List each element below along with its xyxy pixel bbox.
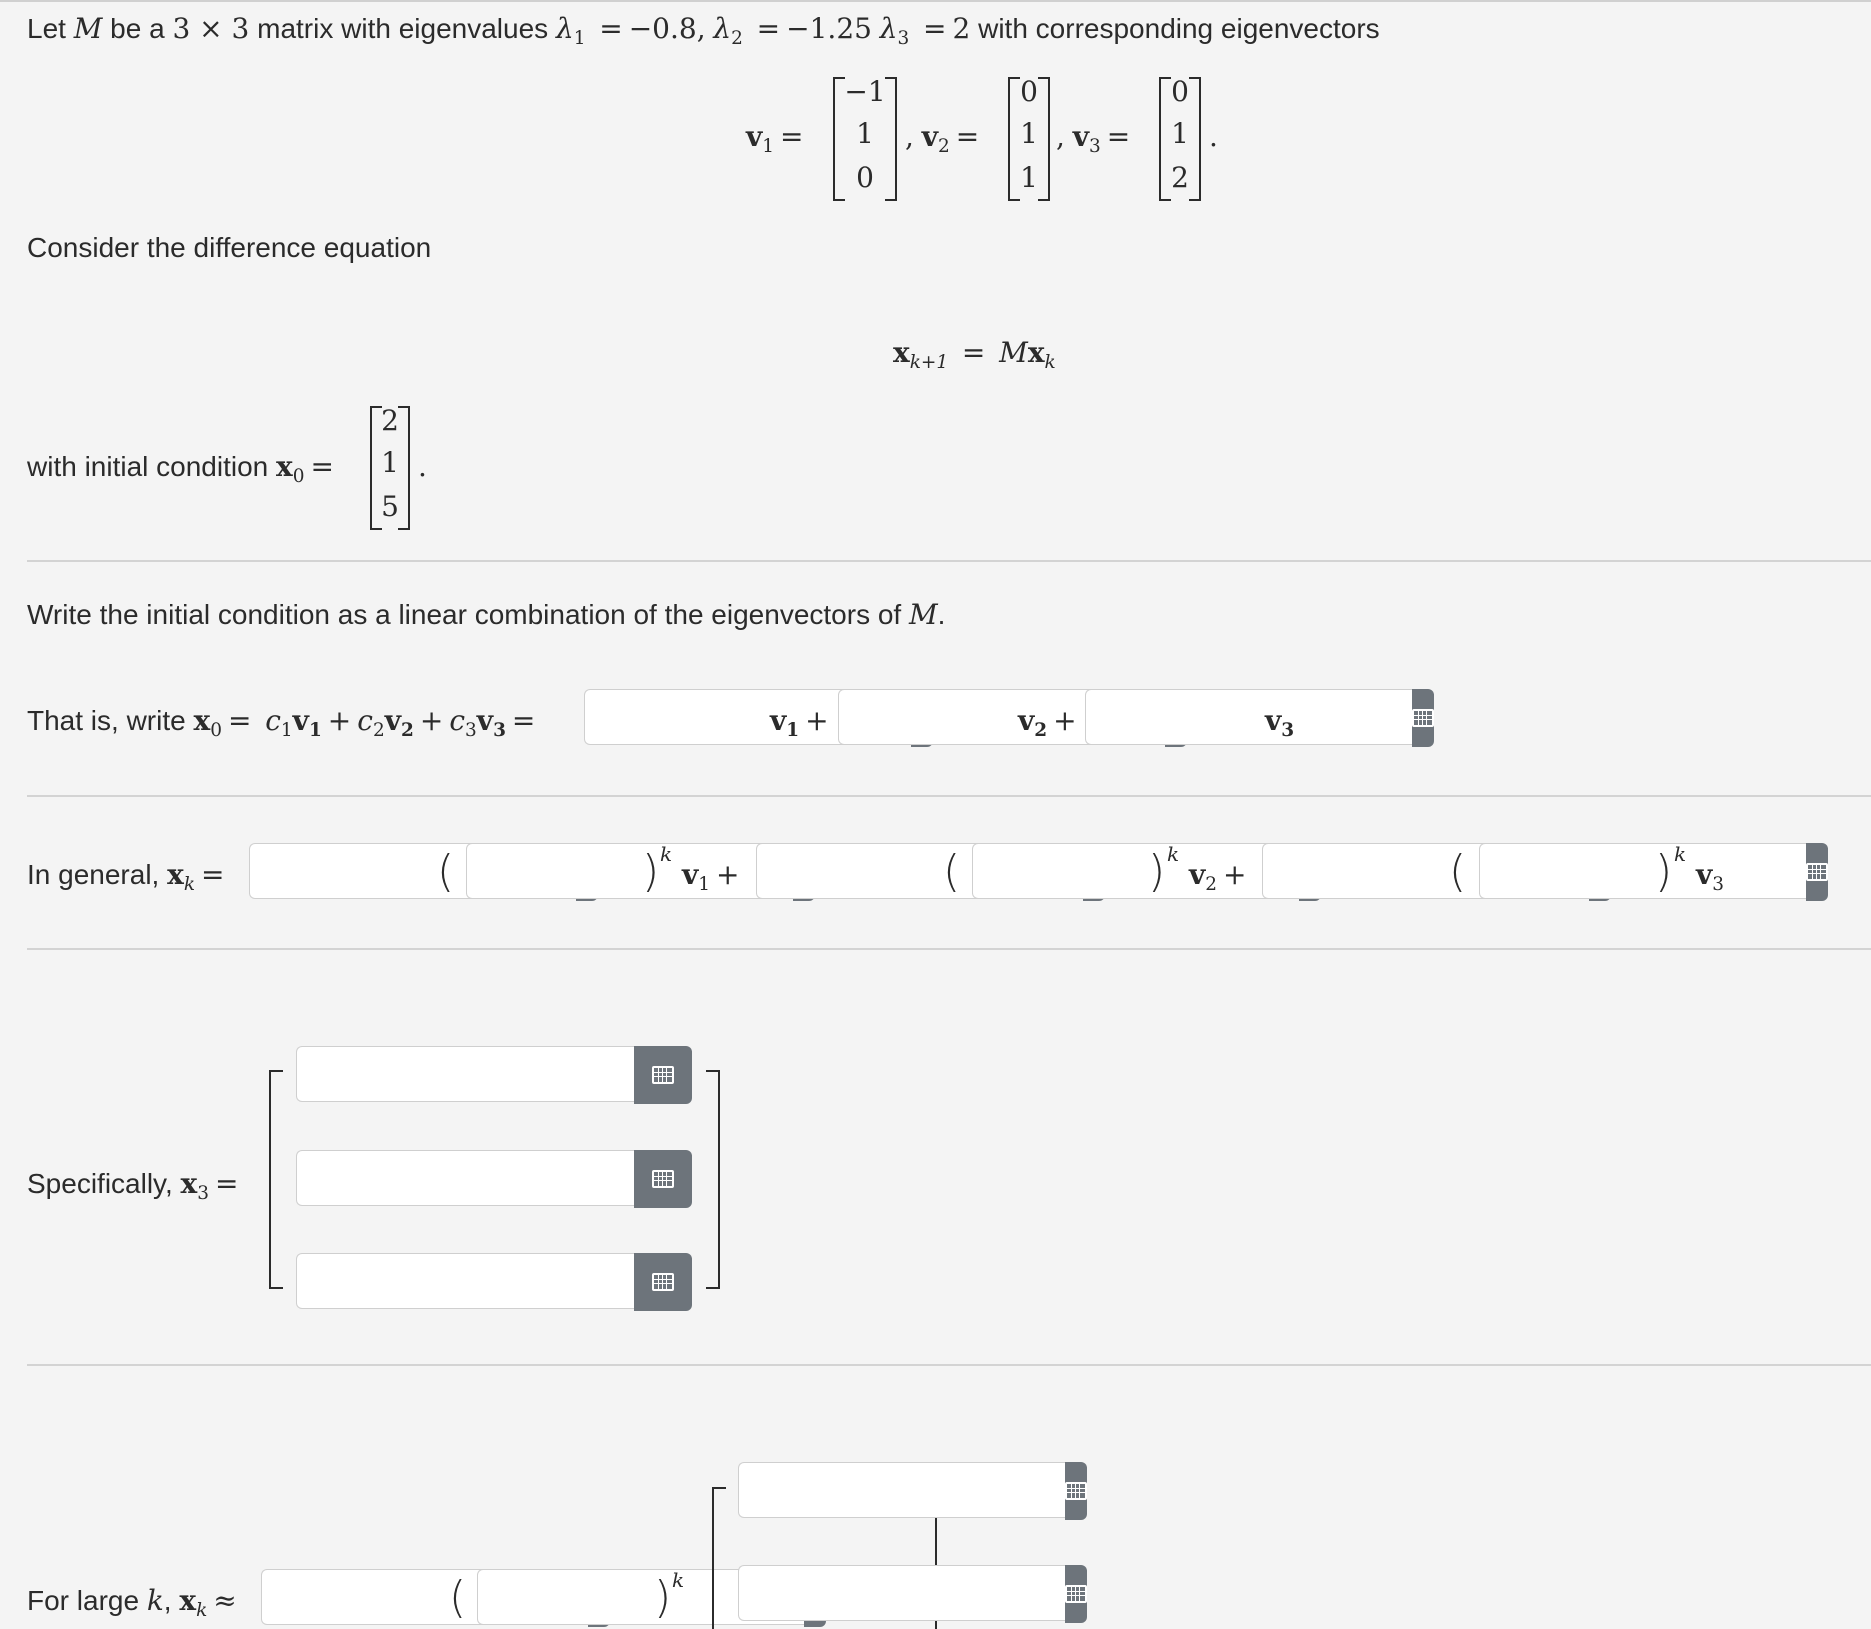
large-k-vector-entry-1-input[interactable] xyxy=(738,1462,1065,1518)
c2-answer xyxy=(838,689,1010,747)
top-border xyxy=(0,0,1871,2)
x3-entry-1 xyxy=(296,1046,692,1104)
v2-entry-1: 0 xyxy=(1020,75,1038,108)
x0-entry-2: 1 xyxy=(381,446,399,479)
v3-entry-2: 1 xyxy=(1171,117,1189,150)
c1-answer xyxy=(584,689,756,747)
c3-matrix-button[interactable] xyxy=(1412,689,1434,747)
xk-base-3 xyxy=(1479,843,1651,901)
large-k-vector-entry-2-matrix-button[interactable] xyxy=(1065,1565,1087,1623)
x3-entry-3-matrix-button[interactable] xyxy=(634,1253,692,1311)
v1-entry-3: 0 xyxy=(856,161,874,194)
close-paren: ) xyxy=(654,1572,672,1623)
x3-entry-2 xyxy=(296,1150,692,1208)
matrix-symbol: M xyxy=(73,12,103,45)
divider-1 xyxy=(27,560,1871,562)
x3-entry-3 xyxy=(296,1253,692,1311)
grid-icon xyxy=(1065,1585,1087,1603)
xk-base-3-input[interactable] xyxy=(1479,843,1806,899)
open-paren: ( xyxy=(437,846,455,897)
v3-entry-1: 0 xyxy=(1171,75,1189,108)
exponent-k: k xyxy=(1674,842,1687,866)
divider-4 xyxy=(27,1364,1871,1366)
x3-entry-2-matrix-button[interactable] xyxy=(634,1150,692,1208)
initial-vector xyxy=(370,406,410,530)
v1-entry-2: 1 xyxy=(856,117,874,150)
grid-icon xyxy=(652,1066,674,1084)
large-k-vector-entry-1-matrix-button[interactable] xyxy=(1065,1462,1087,1520)
x3-entry-1-input[interactable] xyxy=(296,1046,634,1102)
divider-3 xyxy=(27,948,1871,950)
v3-vector xyxy=(1159,77,1201,201)
grid-icon xyxy=(652,1273,674,1291)
part-a-v3: v3 xyxy=(1265,704,1295,741)
lambda3-symbol: λ xyxy=(879,12,898,45)
part-b-v3: v3 xyxy=(1696,858,1725,895)
x3-right-bracket xyxy=(706,1070,720,1289)
x0-entry-3: 5 xyxy=(381,490,399,523)
x3-left-bracket xyxy=(269,1070,283,1289)
intro-prefix: Let xyxy=(27,13,66,44)
part-b-v1: v1 + xyxy=(682,858,740,895)
part-a-prompt: Write the initial condition as a linear combination of the eigenvectors of M. xyxy=(27,598,946,631)
lambda3-sub: 3 xyxy=(897,27,910,49)
xk-coef-1 xyxy=(249,843,421,901)
c3-input[interactable] xyxy=(1085,689,1412,745)
xk-base-2 xyxy=(972,843,1144,901)
matrix-size: 3 × 3 xyxy=(172,12,250,45)
vectors-period: . xyxy=(1209,120,1218,153)
v2-entry-3: 1 xyxy=(1020,161,1038,194)
open-paren: ( xyxy=(449,1572,467,1623)
grid-icon xyxy=(652,1170,674,1188)
lambda1-value: −0.8, xyxy=(628,12,706,45)
part-a-v1: v1 + xyxy=(770,704,829,741)
xk-base-3-matrix-button[interactable] xyxy=(1806,843,1828,901)
v1-entry-1: −1 xyxy=(844,75,886,108)
intro-matrix-with: matrix with eigenvalues xyxy=(257,13,549,44)
consider-text: Consider the difference equation xyxy=(27,232,432,263)
grid-icon xyxy=(1065,1482,1087,1500)
v3-entry-3: 2 xyxy=(1171,161,1189,194)
large-k-vector-entry-1 xyxy=(738,1462,910,1520)
exponent-k: k xyxy=(660,842,673,866)
open-paren: ( xyxy=(943,846,961,897)
x3-entry-1-matrix-button[interactable] xyxy=(634,1046,692,1104)
open-paren: ( xyxy=(1449,846,1467,897)
initial-condition-text: with initial condition xyxy=(27,451,269,482)
x3-entry-3-input[interactable] xyxy=(296,1253,634,1309)
xk-coef-2 xyxy=(756,843,928,901)
part-d-label: For large k, xk ≈ xyxy=(27,1584,237,1621)
xk-base-1 xyxy=(466,843,638,901)
v1-label: v1 = xyxy=(746,120,804,157)
grid-icon xyxy=(1412,709,1434,727)
lambda1-symbol: λ xyxy=(555,12,574,45)
close-paren: ) xyxy=(1148,846,1166,897)
exponent-k: k xyxy=(672,1568,685,1592)
c3-answer xyxy=(1085,689,1257,747)
v3-label: , v3 = xyxy=(1056,120,1131,157)
part-c-label: Specifically, x3 = xyxy=(27,1167,239,1204)
intro-line: Let M be a 3 × 3 matrix with eigenvalues λ1 = −0.8, λ2 = −1.25 λ3 = 2 with corresponding eigenvectors xyxy=(27,12,1380,49)
large-k-base xyxy=(477,1569,649,1627)
large-k-left-bracket xyxy=(712,1487,726,1629)
exponent-k: k xyxy=(1167,842,1180,866)
x0-entry-1: 2 xyxy=(381,404,399,437)
lambda3-value: 2 xyxy=(952,12,971,45)
intro-with-corresponding: with corresponding eigenvectors xyxy=(978,13,1380,44)
lambda2-sub: 2 xyxy=(731,27,743,49)
divider-2 xyxy=(27,795,1871,797)
intro-be-a: be a xyxy=(110,13,165,44)
large-k-vector-entry-2 xyxy=(738,1565,910,1623)
grid-icon xyxy=(1806,863,1828,881)
part-a-v2: v2 + xyxy=(1018,704,1077,741)
v2-vector xyxy=(1008,77,1050,201)
x3-entry-2-input[interactable] xyxy=(296,1150,634,1206)
v1-vector xyxy=(833,77,897,201)
close-paren: ) xyxy=(642,846,660,897)
part-b-label: In general, xk = xyxy=(27,858,225,895)
initial-condition-line: with initial condition x0 = xyxy=(27,450,334,487)
v2-label: , v2 = xyxy=(905,120,980,157)
v2-entry-2: 1 xyxy=(1020,117,1038,150)
close-paren: ) xyxy=(1655,846,1673,897)
lambda2-value: −1.25 xyxy=(786,12,872,45)
part-b-v2: v2 + xyxy=(1189,858,1247,895)
difference-equation: xk+1 = Mxk xyxy=(893,336,1056,373)
initial-period: . xyxy=(418,450,427,483)
part-a-equation: That is, write x0 = c1v1 + c2v2 + c3v3 = xyxy=(27,704,536,741)
lambda2-symbol: λ xyxy=(713,12,732,45)
large-k-vector-entry-2-input[interactable] xyxy=(738,1565,1065,1621)
large-k-coef xyxy=(261,1569,433,1627)
xk-coef-3 xyxy=(1262,843,1434,901)
lambda1-sub: 1 xyxy=(573,27,586,49)
